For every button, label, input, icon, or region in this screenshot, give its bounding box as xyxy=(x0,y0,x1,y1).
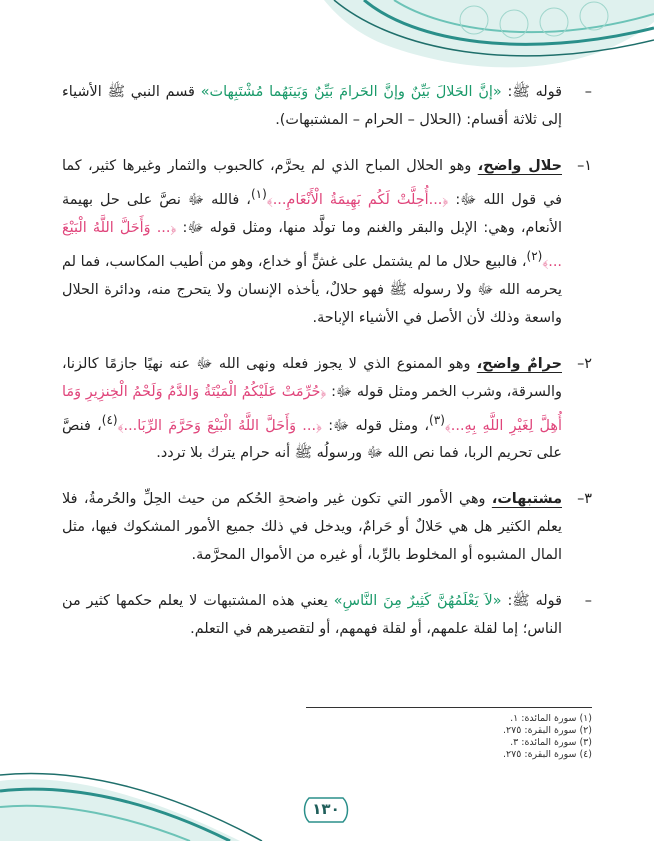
intro-paragraph: – قوله ﷺ: «إنَّ الحَلالَ بَيِّنٌ وإنَّ الحَرامَ بَيِّنٌ وَبَينَهُما مُشْتَبِهات» قسم النبي ﷺ الأشياء إلى ثلاثة أقسام: (الحلال – الحرام – المشتبهات). xyxy=(62,78,592,134)
item-haram: ٢– حرامٌ واضح، وهو الممنوع الذي لا يجوز فعله ونهى الله ﷻ عنه نهيًا جازمًا كالزنا، والسرقة، وشرب الخمر ومثل قوله ﷻ: ﴿حُرِّمَتْ عَلَيْكُمُ الْمَيْتَةُ وَالدَّمُ وَلَحْمُ الْخِنزِيرِ وَمَا أُهِلَّ لِغَيْرِ اللَّهِ بِهِ...﴾$^{(٣)}$، ومثل قوله ﷻ: ﴿... وَأَحَلَّ اللَّهُ الْبَيْعَ وَحَرَّمَ الرِّبَا...﴾$^{(٤)}$، فنصَّ على تحريم الربا، فما نص الله ﷻ ورسولُه ﷺ أنه حرام يترك بلا تردد. xyxy=(62,350,592,468)
item-halal: ١– حلال واضح، وهو الحلال المباح الذي لم يحرَّم، كالحبوب والثمار وغيرها كثير، كما في قول الله ﷻ: ﴿...أُحِلَّتْ لَكُم بَهِيمَةُ الْأَنْعَامِ...﴾$^{(١)}$، فالله ﷻ نصَّ على حل بهيمة الأنعام، وهي: الإبل والبقر والغنم وما تولَّد منها، ومثل قوله ﷻ: ﴿... وَأَحَلَّ اللَّهُ الْبَيْعَ ...﴾$^{(٢)}$، فالبيع حلال ما لم يشتمل على غشٍّ أو خداع، وهو من أطيب المكاسب، فما لم يحرمه الله ﷻ ولا رسوله ﷺ فهو حلالٌ، يأخذه الإنسان ولا يتحرج منه، ودائرة الحلال واسعة وذلك لأن الأصل في الأشياء الإباحة. xyxy=(62,152,592,332)
quran-verse: ﴿...أُحِلَّتْ لَكُم بَهِيمَةُ الْأَنْعَامِ...﴾ xyxy=(266,191,449,208)
quran-verse: ﴿... وَأَحَلَّ اللَّهُ الْبَيْعَ ...﴾ xyxy=(62,219,562,270)
footnote-separator xyxy=(306,707,592,708)
bullet-marker: – xyxy=(584,84,592,100)
footnote-ref: (٣) xyxy=(429,412,445,427)
footnote-item: (٣) سورة المائدة: ٣. xyxy=(510,737,592,748)
footnotes xyxy=(503,713,592,761)
item-number: ٣– xyxy=(577,491,592,508)
term-halal: حلال واضح، xyxy=(477,158,562,174)
term-haram: حرامٌ واضح، xyxy=(476,355,562,372)
quran-verse: ﴿... وَأَحَلَّ اللَّهُ الْبَيْعَ وَحَرَّمَ الرِّبَا...﴾ xyxy=(117,417,322,434)
bullet-marker: – xyxy=(584,593,592,610)
quran-verse: ﴿حُرِّمَتْ عَلَيْكُمُ الْمَيْتَةُ وَالدَّمُ وَلَحْمُ الْخِنزِيرِ وَمَا أُهِلَّ لِغَيْرِ اللَّهِ بِهِ...﴾ xyxy=(62,383,562,434)
footnote-ref: (٢) xyxy=(526,248,543,263)
top-ornament xyxy=(324,0,654,80)
footnote-item: (٢) سورة البقرة: ٢٧٥. xyxy=(503,725,592,736)
term-mushtabihat: مشتبهات، xyxy=(491,491,562,508)
hadith-quote: «لاَ يَعْلَمُهُنَّ كَثِيرٌ مِنَ النَّاسِ» xyxy=(333,593,502,610)
footnote-ref: (٤) xyxy=(101,412,118,427)
item-number: ٢– xyxy=(577,355,592,372)
hadith-quote: «إنَّ الحَلالَ بَيِّنٌ وإنَّ الحَرامَ بَيِّنٌ وَبَينَهُما مُشْتَبِهات» xyxy=(200,84,502,100)
item-number: ١– xyxy=(577,158,592,174)
page-number: ١٣٠ xyxy=(312,800,340,818)
bottom-ornament xyxy=(0,761,270,841)
footnote-item: (٤) سورة البقرة: ٢٧٥. xyxy=(503,749,592,760)
item-mushtabihat: ٣– مشتبهات، وهي الأمور التي تكون غير واضحةِ الحُكم من حيث الحِلِّ والحُرمةُ، فلا يعلم الكثير هل هي حَلالٌ أو حَرامٌ، ويدخل في ذلك جميع الأمور المشكوك فيها، مثل المال المشبوه أو المخلوط بالرِّبا، أو غيره من الأموال المحرَّمة. xyxy=(62,485,592,569)
outro-paragraph: – قوله ﷺ: «لاَ يَعْلَمُهُنَّ كَثِيرٌ مِنَ النَّاسِ» يعني هذه المشتبهات لا يعلم حكمها كثير من الناس؛ إما لقلة علمهم، أو لقلة فهمهم، أو لتقصيرهم في التعلم. xyxy=(62,587,592,643)
footnote-ref: (١) xyxy=(250,187,267,201)
footnote-item: (١) سورة المائدة: ١. xyxy=(510,713,592,724)
page-number-badge xyxy=(301,796,351,824)
